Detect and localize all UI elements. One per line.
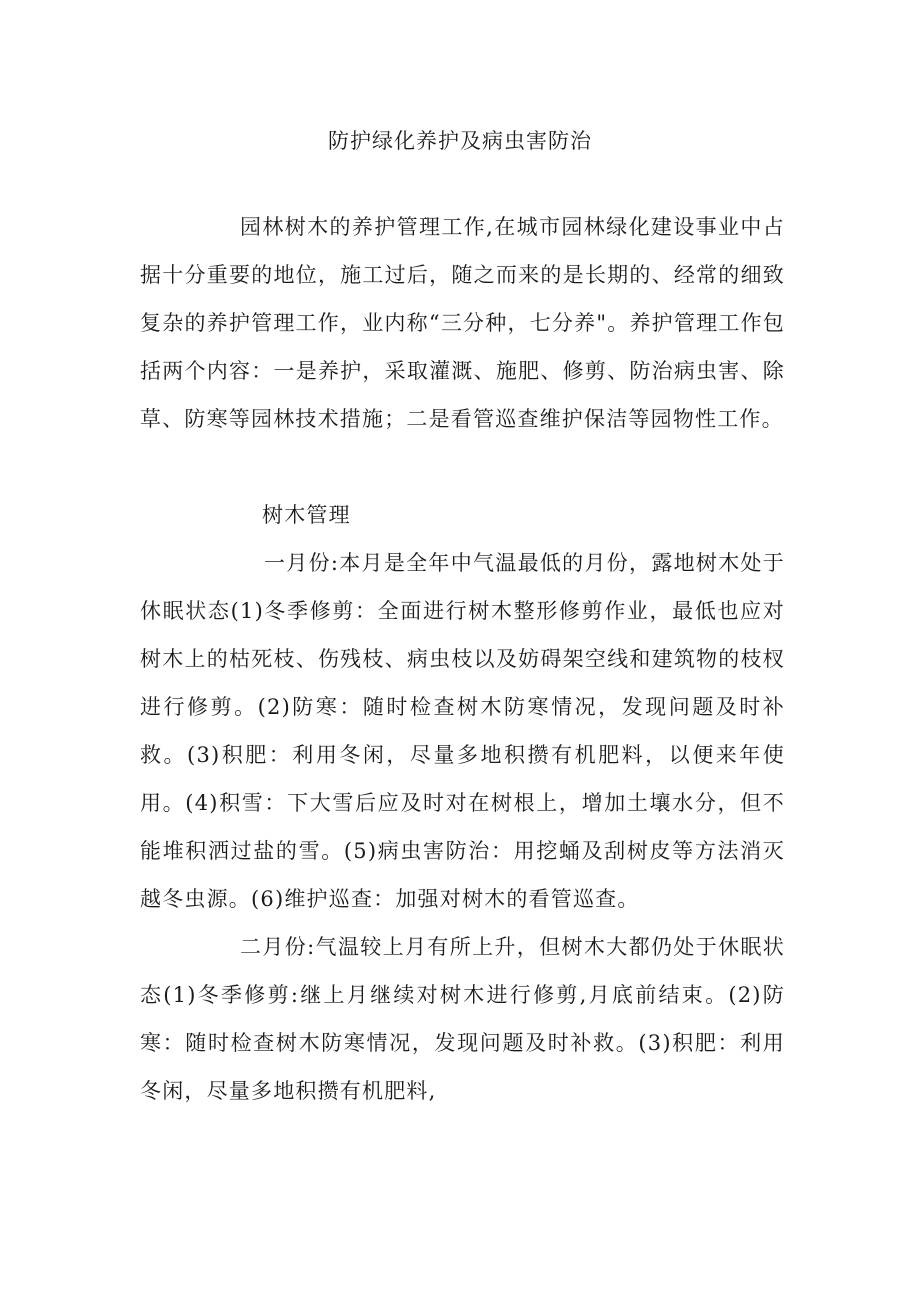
january-paragraph: 一月份:本月是全年中气温最低的月份，露地树木处于休眠状态(1)冬季修剪：全面进行树木整形修剪作业，最低也应对树木上的枯死枝、伤残枝、病虫枝以及妨碍架空线和建筑物的枝杈进行修剪。(2)防寒：随时检查树木防寒情况，发现问题及时补救。(3)积肥：利用冬闲，尽量多地积攒有机肥料，以便来年使用。(4)积雪：下大雪后应及时对在树根上，增加土壤水分，但不能堆积洒过盐的雪。(5)病虫害防治：用挖蛹及刮树皮等方法消灭越冬虫源。(6)维护巡查：加强对树木的看管巡查。 [140,551,785,911]
document-title: 防护绿化养护及病虫害防治 [328,129,592,153]
intro-paragraph: 园林树木的养护管理工作,在城市园林绿化建设事业中占据十分重要的地位，施工过后，随之而来的是长期的、经常的细致复杂的养护管理工作，业内称“三分种，七分养"。养护管理工作包括两个内容：一是养护，采取灌溉、施肥、修剪、防治病虫害、除草、防寒等园林技术措施；二是看管巡查维护保洁等园物性工作。 [140,215,785,431]
february-paragraph: 二月份:气温较上月有所上升，但树木大都仍处于休眠状态(1)冬季修剪:继上月继续对树木进行修剪,月底前结束。(2)防寒：随时检查树木防寒情况，发现问题及时补救。(3)积肥：利用冬闲，尽量多地积攒有机肥料, [140,935,785,1103]
section-heading: 树木管理 [262,503,351,527]
